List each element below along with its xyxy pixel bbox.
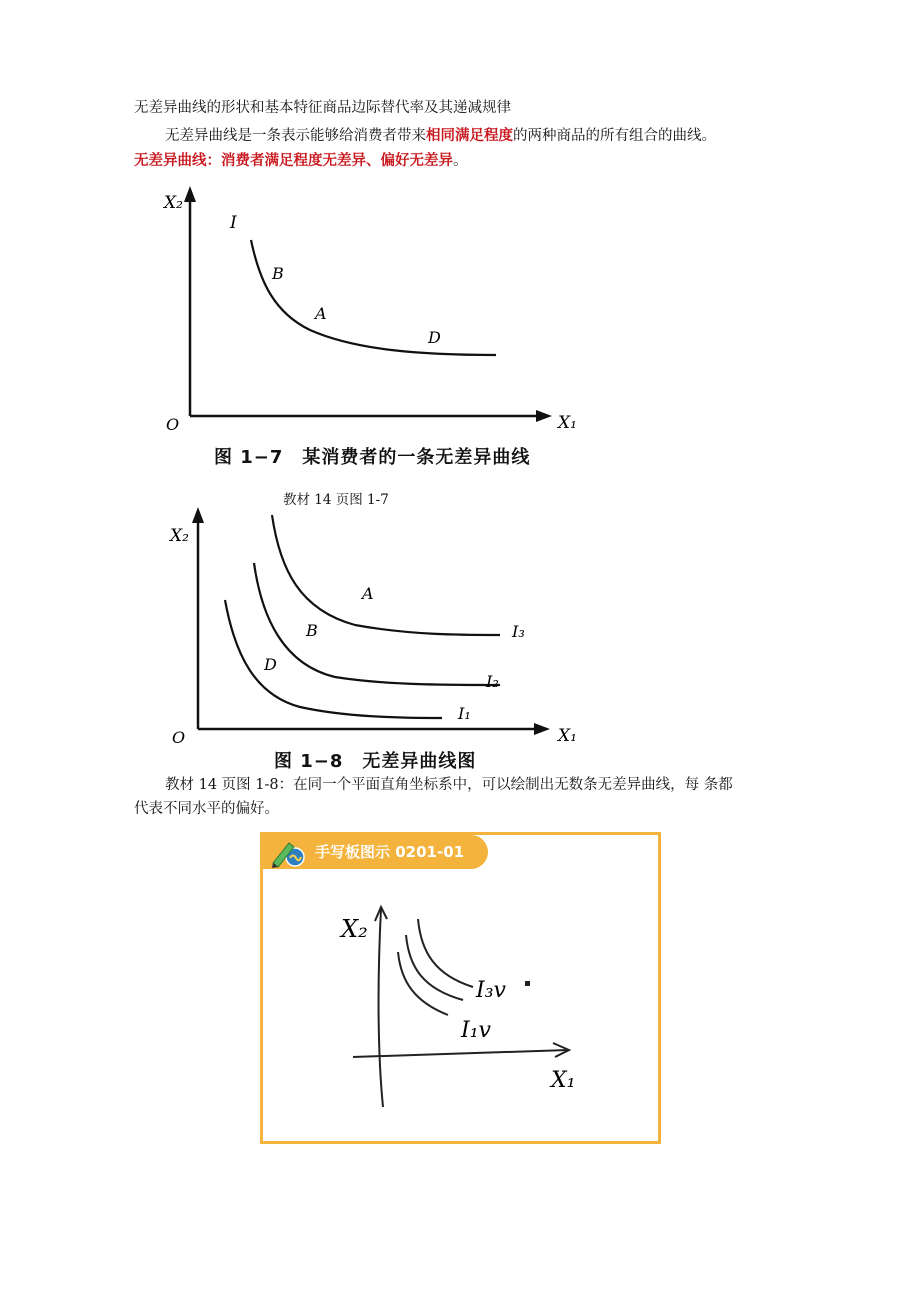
definition-prefix: 无差异曲线是一条表示能够给消费者带来 <box>165 128 426 144</box>
fig2-curve-i3 <box>272 515 500 635</box>
fig2-point-b: B <box>306 621 318 640</box>
fig1-point-a: A <box>315 304 327 323</box>
figure-1-caption: 图 1−7 某消费者的一条无差异曲线 <box>214 447 531 468</box>
explanation-line-1: 教材 14 页图 1-8：在同一个平面直角坐标系中，可以绘制出无数条无差异曲线，每 条都 <box>165 777 733 793</box>
handwriting-board-title: 手写板图示 0201-01 <box>315 843 465 861</box>
key-point-text: 无差异曲线：消费者满足程度无差异、偏好无差异 <box>134 152 453 169</box>
fig2-point-a: A <box>362 584 374 603</box>
handwritten-y-label: X₂ <box>341 915 368 943</box>
key-point-line <box>134 151 468 171</box>
definition-emphasis: 相同满足程度 <box>426 127 513 144</box>
fig1-curve-label: I <box>230 213 237 233</box>
fig2-point-d: D <box>264 655 277 674</box>
fig1-y-label: X₂ <box>164 193 183 213</box>
handwriting-board-tab <box>263 835 488 869</box>
explanation-line-2: 代表不同水平的偏好。 <box>134 801 279 817</box>
pen-tablet-icon <box>269 837 309 869</box>
fig2-origin-label: O <box>172 728 186 745</box>
handwritten-indifference-sketch <box>323 897 583 1112</box>
handwriting-board <box>260 832 661 1144</box>
fig2-y-arrow-icon <box>192 507 204 523</box>
fig1-point-b: B <box>272 264 284 283</box>
handwritten-x-label: X₁ <box>551 1068 576 1093</box>
figure-2-indifference-map <box>150 505 590 745</box>
fig2-curve-label-i2: I₂ <box>486 672 499 691</box>
fig1-y-arrow-icon <box>184 186 196 202</box>
handwritten-label-i1: I₁v <box>461 1018 491 1043</box>
fig2-x-arrow-icon <box>534 723 550 735</box>
figure-1-note: 教材 14 页图 1-7 <box>283 492 389 508</box>
fig2-curve-label-i1: I₁ <box>458 704 471 723</box>
definition-suffix: 的两种商品的所有组合的曲线。 <box>513 128 716 144</box>
fig1-indifference-curve <box>251 240 496 355</box>
definition-paragraph <box>165 126 716 146</box>
fig1-x-arrow-icon <box>536 410 552 422</box>
fig2-curve-i2 <box>254 563 500 685</box>
handwritten-label-i3: I₃v <box>476 978 506 1003</box>
figure-1-single-indifference-curve <box>150 178 590 438</box>
fig1-point-d: D <box>428 328 441 347</box>
section-heading: 无差异曲线的形状和基本特征商品边际替代率及其递减规律 <box>134 100 511 116</box>
fig2-y-label: X₂ <box>170 526 189 546</box>
fig2-x-label: X₁ <box>558 726 577 745</box>
fig1-x-label: X₁ <box>558 413 577 433</box>
key-point-tail: 。 <box>453 153 468 169</box>
fig1-origin-label: O <box>166 415 180 434</box>
figure-2-caption: 图 1−8 无差异曲线图 <box>274 751 477 772</box>
fig2-curve-label-i3: I₃ <box>512 622 525 641</box>
